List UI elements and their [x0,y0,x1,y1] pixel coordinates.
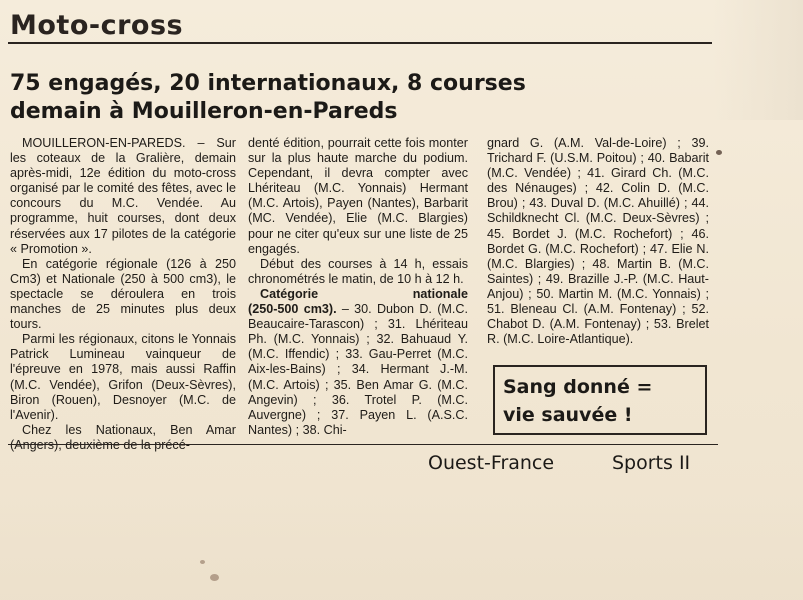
blood-donation-text [503,373,652,429]
headline-line-1: 75 engagés, 20 internationaux, 8 courses [10,71,526,96]
category-range: (250-500 cm3). [248,302,337,317]
section-title: Moto-cross [10,10,184,41]
paragraph-nationals: Chez les Nationaux, Ben Amar [22,422,236,437]
box-line-2: vie sauvée ! [503,404,633,426]
page-section: Sports II [612,452,691,474]
article-column-2 [248,136,468,438]
paragraph-categories: En catégorie régionale (126 à 250 Cm3) et Nationale (250 à 500 cm3), le spectacle se déroulera en trois manches de 25 minutes plus deux tours. [10,256,236,332]
category-heading [248,287,468,302]
paragraph-intro: MOUILLERON-EN-PAREDS. – Sur les coteaux de la Gralière, demain après-midi, 12e édition du moto-cross organisé par le comité des fêtes, avec le concours du M.C. Vendée. Au programme, huit courses, dont deux réservées aux 17 pilotes de la catégorie « Promotion ». [10,136,236,256]
results-list-part-2: gnard G. (A.M. Val-de-Loire) ; 39. Trichard F. (U.S.M. Poitou) ; 40. Babarit (M.C. Vendée) ; 41. Girard Ch. (M.C. des Nénauges) ; 42. Colin D. (M.C. Brou) ; 43. Duval D. (M.C. Ahuillé) ; 44. Schildknecht Cl. (M.C. Deux-Sèvres) ; 45. Bordet J. (M.C. Rochefort) ; 46. Bordet G. (M.C. Rochefort) ; 47. Elie N. (M.C. Blargies) ; 48. Martin B. (M.C. Saintes) ; 49. Brazille J.-P. (M.C. Haut-Anjou) ; 50. Martin M. (M.C. Yonnais) ; 51. Bleneau Cl. (A.M. Fontenay) ; 52. Chabot D. (A.M. Fontenay) ; 53. Brelet R. (M.C. Loire-Atlantique). [487,136,709,347]
ink-spot [716,150,722,155]
category-word: Catégorie [260,286,319,301]
paragraph-schedule: Début des courses à 14 h, essais chronométrés le matin, de 10 h à 12 h. [248,256,468,286]
paper-edge [713,0,803,120]
stain-spot [210,574,219,581]
bottom-rule [8,444,718,445]
paragraph-continuation: denté édition, pourrait cette fois monter sur la plus haute marche du podium. Cependant, il devra compter avec Lhériteau (M.C. Yonnais) Hermant (M.C. Artois), Payen (Nantes), Barbarit (MC. Vendée), Elie (M.C. Blargies) pour ne citer qu'eux sur une liste de 25 engagés. [248,136,468,256]
category-word-2: nationale [412,286,468,301]
headline-line-2: demain à Mouilleron-en-Pareds [10,99,398,124]
paragraph-results-start [248,302,468,438]
newspaper-name: Ouest-France [428,452,555,474]
paper-stain [0,486,803,600]
blood-donation-box [493,365,707,435]
paragraph-regionals: Parmi les régionaux, citons le Yonnais Patrick Lumineau vainqueur de l'épreuve en 1978, mais aussi Raffin (M.C. Vendée), Grifon (Deux-Sèvres), Biron (Rouen), Desnoyer (M.C. de l'Avenir). [10,332,236,422]
results-list-part-1: – 30. Dubon D. (M.C. Beaucaire-Tarascon) ; 31. Lhériteau Ph. (M.C. Yonnais) ; 32. Bahuaud Y. (M.C. Iffendic) ; 33. Gau-Perret (M.C. Aix-les-Bains) ; 34. Hermant J.-M. (M.C. Artois) ; 35. Ben Amar G. (M.C. Angevin) ; 36. Trotel P. (M.C. Auvergne) ; 37. Payen L. (A.S.C. Nantes) ; 38. Chi- [248,302,468,437]
article-column-3 [487,136,709,347]
box-line-1: Sang donné = [503,376,653,398]
top-rule [8,42,712,44]
headline [10,70,710,126]
article-column-1 [10,136,236,453]
stain-spot [200,560,205,564]
